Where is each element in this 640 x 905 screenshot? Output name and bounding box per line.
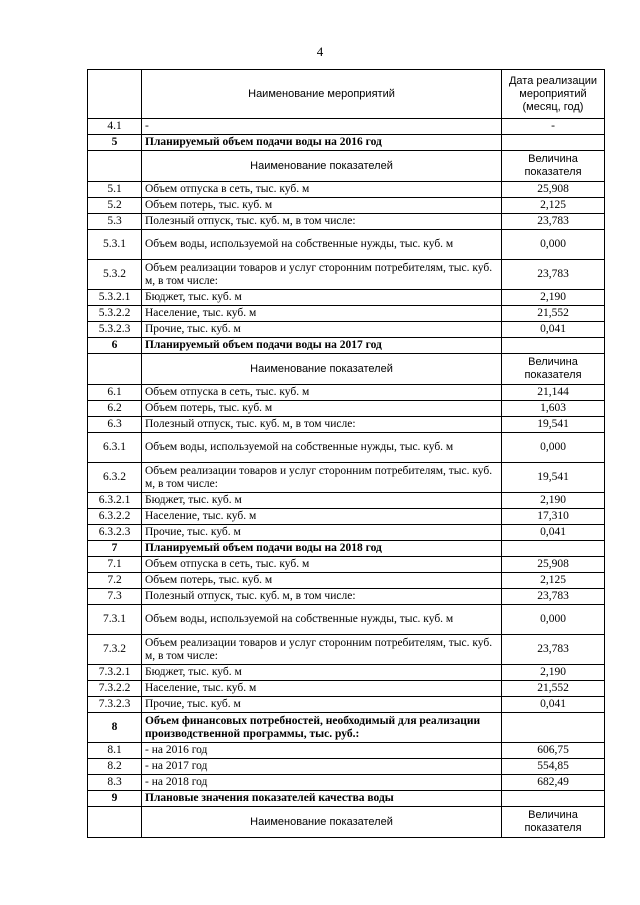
row-description: Объем воды, используемой на собственные нужды, тыс. куб. м [142,605,502,635]
section-number: 7 [88,541,142,557]
row-value: 2,125 [502,198,605,214]
section-value-cell [502,791,605,807]
row-value: 2,125 [502,573,605,589]
section-value-cell [502,135,605,151]
table-row [88,230,605,260]
row-number: 7.3.1 [88,605,142,635]
row-number: 5.3.2.2 [88,306,142,322]
table-row [88,322,605,338]
row-value: 17,310 [502,509,605,525]
row-number: 6.3.2.3 [88,525,142,541]
row-description: Объем потерь, тыс. куб. м [142,401,502,417]
table-row [88,198,605,214]
row-description: Объем отпуска в сеть, тыс. куб. м [142,385,502,401]
row-description: - на 2018 год [142,775,502,791]
row-description: Бюджет, тыс. куб. м [142,290,502,306]
row-description: - на 2017 год [142,759,502,775]
row-description: Бюджет, тыс. куб. м [142,665,502,681]
table-row [88,214,605,230]
table-row [88,775,605,791]
section-value-cell [502,541,605,557]
table-row [88,182,605,198]
row-value: 2,190 [502,665,605,681]
row-description: Объем реализации товаров и услуг сторонним потребителям, тыс. куб. м, в том числе: [142,463,502,493]
row-value: 1,603 [502,401,605,417]
header-date-cell: Дата реализации мероприятий (месяц, год) [502,70,605,119]
row-description: Население, тыс. куб. м [142,681,502,697]
section-value-cell [502,713,605,743]
program-table [87,69,605,838]
row-value: 23,783 [502,260,605,290]
row-description: Объем воды, используемой на собственные нужды, тыс. куб. м [142,433,502,463]
table-row [88,119,605,135]
table-row [88,743,605,759]
table-row [88,290,605,306]
indicator-name-header: Наименование показателей [142,354,502,385]
row-value: 554,85 [502,759,605,775]
row-number: 7.3.2.2 [88,681,142,697]
row-description: Прочие, тыс. куб. м [142,525,502,541]
table-row [88,306,605,322]
row-description: Полезный отпуск, тыс. куб. м, в том числе: [142,589,502,605]
row-value: 19,541 [502,417,605,433]
table-row [88,433,605,463]
row-number: 6.3.2 [88,463,142,493]
row-value: 0,000 [502,230,605,260]
row-description: Объем отпуска в сеть, тыс. куб. м [142,182,502,198]
row-description: Объем отпуска в сеть, тыс. куб. м [142,557,502,573]
row-description: Полезный отпуск, тыс. куб. м, в том числе: [142,214,502,230]
section-number: 8 [88,713,142,743]
indicator-header-row [88,807,605,838]
row-value: 2,190 [502,290,605,306]
table-row [88,385,605,401]
row-value: 23,783 [502,635,605,665]
row-value: 19,541 [502,463,605,493]
row-number: 5.3.2.1 [88,290,142,306]
table-row [88,417,605,433]
section-value-cell [502,338,605,354]
indicator-name-header: Наименование показателей [142,807,502,838]
row-description: Население, тыс. куб. м [142,306,502,322]
indicator-value-header: Величина показателя [502,807,605,838]
row-description: Население, тыс. куб. м [142,509,502,525]
table-row [88,635,605,665]
row-number-cell [88,354,142,385]
row-number: 7.3.2.3 [88,697,142,713]
row-number: 5.2 [88,198,142,214]
row-value: 25,908 [502,557,605,573]
row-value: 23,783 [502,214,605,230]
section-row [88,541,605,557]
table-row [88,589,605,605]
table-row [88,759,605,775]
indicator-name-header: Наименование показателей [142,151,502,182]
row-value: 21,552 [502,306,605,322]
header-name-cell: Наименование мероприятий [142,70,502,119]
row-number: 6.3.2.2 [88,509,142,525]
section-title: Объем финансовых потребностей, необходимый для реализации производственной программы, тыс. руб.: [142,713,502,743]
row-value: 2,190 [502,493,605,509]
row-value: 606,75 [502,743,605,759]
row-value: 0,041 [502,525,605,541]
table-row [88,260,605,290]
row-description: Объем реализации товаров и услуг сторонним потребителям, тыс. куб. м, в том числе: [142,635,502,665]
row-description: Объем воды, используемой на собственные нужды, тыс. куб. м [142,230,502,260]
row-description: - [142,119,502,135]
row-value: 682,49 [502,775,605,791]
row-number: 8.3 [88,775,142,791]
table-row [88,697,605,713]
section-row [88,791,605,807]
row-description: Прочие, тыс. куб. м [142,322,502,338]
row-description: Прочие, тыс. куб. м [142,697,502,713]
row-description: Объем реализации товаров и услуг сторонним потребителям, тыс. куб. м, в том числе: [142,260,502,290]
indicator-header-row [88,354,605,385]
table-header-row [88,70,605,119]
indicator-value-header: Величина показателя [502,354,605,385]
row-number: 7.3.2.1 [88,665,142,681]
row-value: 21,144 [502,385,605,401]
row-number: 5.3.2.3 [88,322,142,338]
table-row [88,509,605,525]
row-number: 5.1 [88,182,142,198]
section-title: Плановые значения показателей качества воды [142,791,502,807]
row-number: 7.2 [88,573,142,589]
row-number-cell [88,807,142,838]
row-number: 6.3 [88,417,142,433]
row-value: 21,552 [502,681,605,697]
row-number: 7.3.2 [88,635,142,665]
row-number: 5.3 [88,214,142,230]
section-row [88,713,605,743]
row-number: 7.1 [88,557,142,573]
section-row [88,338,605,354]
row-value: 0,000 [502,605,605,635]
table-row [88,573,605,589]
table-row [88,681,605,697]
row-description: Объем потерь, тыс. куб. м [142,198,502,214]
indicator-value-header: Величина показателя [502,151,605,182]
table-row [88,401,605,417]
row-description: Полезный отпуск, тыс. куб. м, в том числе: [142,417,502,433]
row-number: 6.3.2.1 [88,493,142,509]
table-row [88,605,605,635]
row-value: - [502,119,605,135]
table-row [88,665,605,681]
row-description: Бюджет, тыс. куб. м [142,493,502,509]
section-number: 5 [88,135,142,151]
section-number: 9 [88,791,142,807]
row-value: 0,000 [502,433,605,463]
row-description: - на 2016 год [142,743,502,759]
section-title: Планируемый объем подачи воды на 2016 год [142,135,502,151]
row-description: Объем потерь, тыс. куб. м [142,573,502,589]
table-row [88,463,605,493]
table-row [88,525,605,541]
row-number: 6.1 [88,385,142,401]
table-row [88,557,605,573]
indicator-header-row [88,151,605,182]
row-number: 6.3.1 [88,433,142,463]
section-number: 6 [88,338,142,354]
row-value: 0,041 [502,322,605,338]
section-title: Планируемый объем подачи воды на 2017 год [142,338,502,354]
row-value: 23,783 [502,589,605,605]
row-number: 5.3.1 [88,230,142,260]
section-row [88,135,605,151]
row-number: 7.3 [88,589,142,605]
row-number: 8.1 [88,743,142,759]
header-number-cell [88,70,142,119]
section-title: Планируемый объем подачи воды на 2018 год [142,541,502,557]
row-number: 8.2 [88,759,142,775]
row-value: 25,908 [502,182,605,198]
row-number: 6.2 [88,401,142,417]
row-number: 5.3.2 [88,260,142,290]
row-number: 4.1 [88,119,142,135]
row-number-cell [88,151,142,182]
table-row [88,493,605,509]
page-number: 4 [316,44,324,59]
row-value: 0,041 [502,697,605,713]
